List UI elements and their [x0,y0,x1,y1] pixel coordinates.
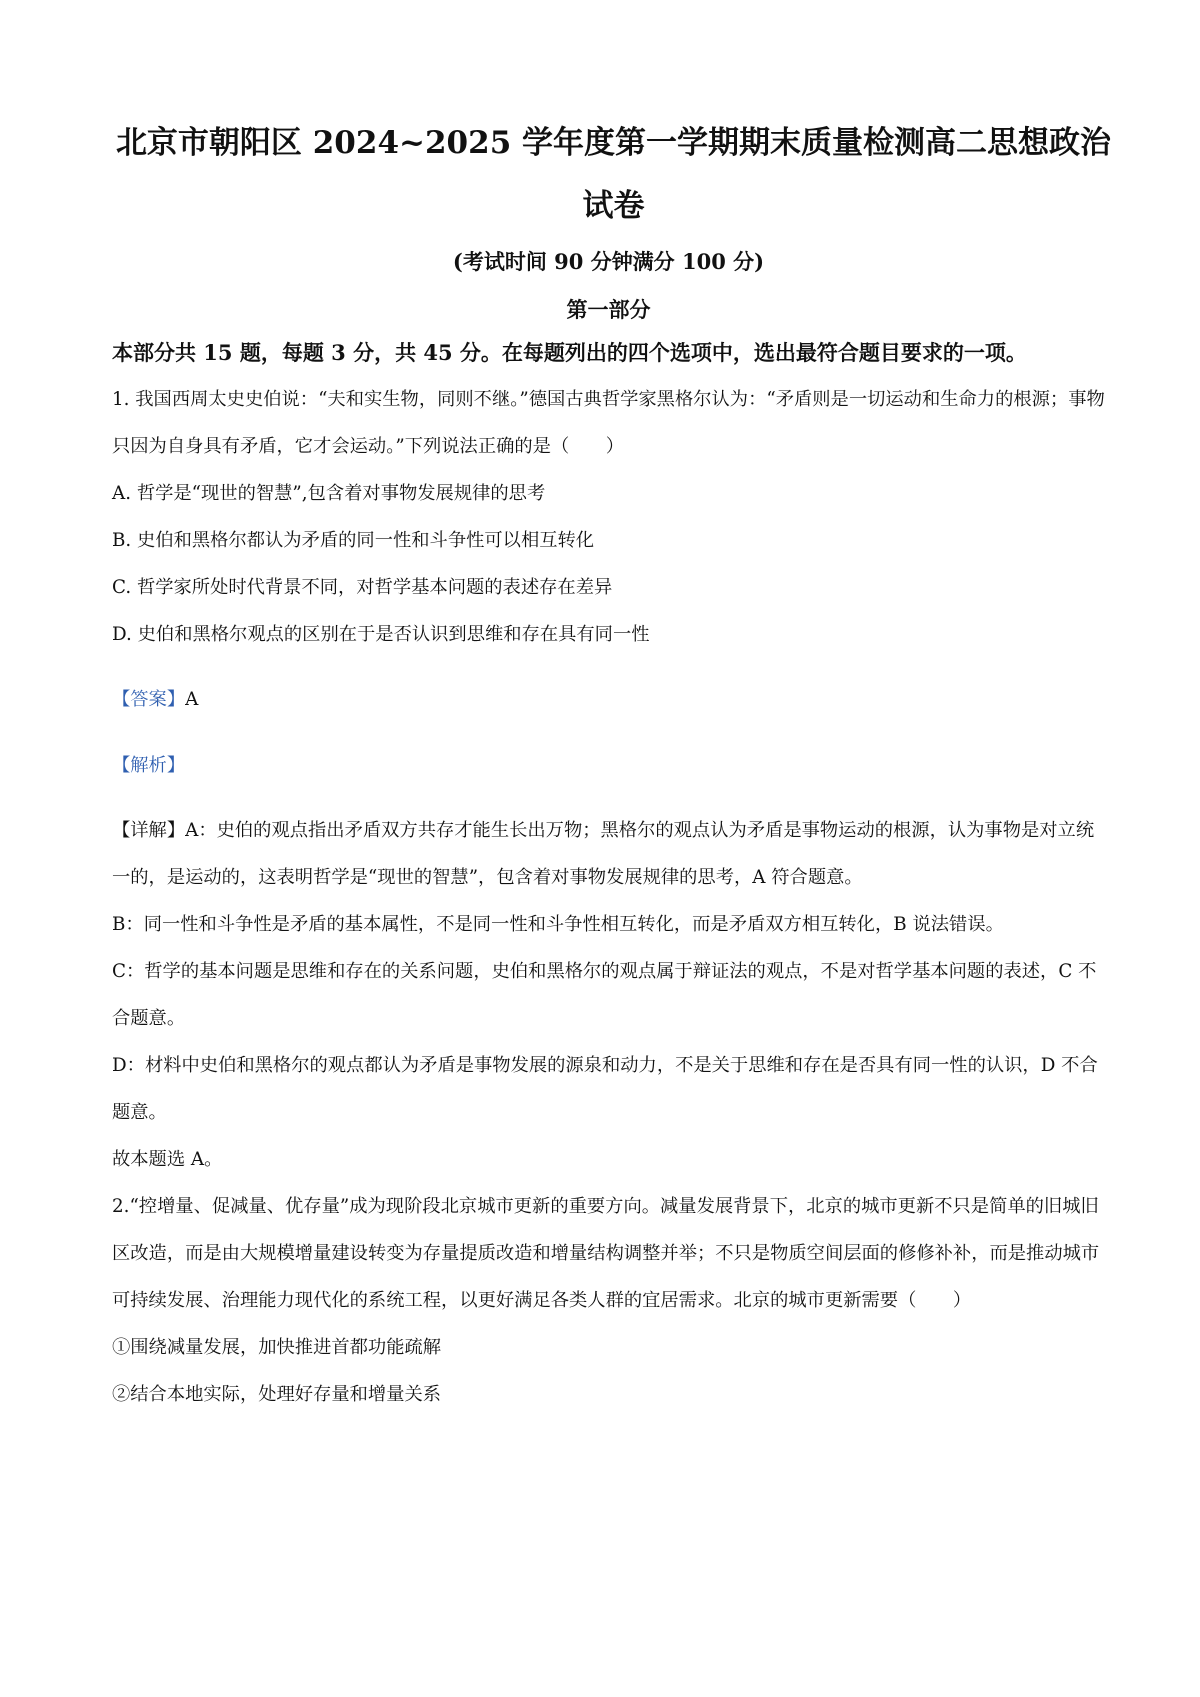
section-title: 第一部分 [566,297,651,322]
analysis-d: D：材料中史伯和黑格尔的观点都认为矛盾是事物发展的源泉和动力，不是关于思维和存在是否具有同一性的认识，D 不合题意。 [112,1054,1098,1123]
question-stem: 2.“控增量、促减量、优存量”成为现阶段北京城市更新的重要方向。减量发展背景下，北京的城市更新不只是简单的旧城旧区改造，而是由大规模增量建设转变为存量提质改造和增量结构调整并举；不只是物质空间层面的修修补补，而是推动城市可持续发展、治理能力现代化的系统工程，以更好满足各类人群的宜居需求。北京的城市更新需要（ ） [112,1195,1100,1311]
answer-value: A [185,689,199,711]
exam-subtitle: (考试时间 90 分钟满分 100 分) [452,249,765,274]
question-2 [112,1183,1105,1418]
option-2: ②结合本地实际，处理好存量和增量关系 [112,1383,442,1405]
option-d: D. 史伯和黑格尔观点的区别在于是否认识到思维和存在具有同一性 [112,624,650,645]
analysis-c: C：哲学的基本问题是思维和存在的关系问题，史伯和黑格尔的观点属于辩证法的观点，不是对哲学基本问题的表述，C 不合题意。 [112,960,1097,1029]
option-a: A. 哲学是“现世的智慧”,包含着对事物发展规律的思考 [112,483,546,504]
question-1 [112,376,1105,1183]
detail-tag: 【详解】 [112,819,186,841]
analysis-a [112,807,1105,901]
title-line-1: 北京市朝阳区 2024~2025 学年度第一学期期末质量检测高二思想政治 [115,125,1112,161]
option-b: B. 史伯和黑格尔都认为矛盾的同一性和斗争性可以相互转化 [112,530,595,551]
conclusion: 故本题选 A。 [112,1148,223,1170]
section-instructions: 本部分共 15 题，每题 3 分，共 45 分。在每题列出的四个选项中，选出最符合题目要求的一项。 [112,340,1027,365]
analysis-b: B：同一性和斗争性是矛盾的基本属性，不是同一性和斗争性相互转化，而是矛盾双方相互转化，B 说法错误。 [112,913,1004,935]
option-1: ①围绕减量发展，加快推进首都功能疏解 [112,1336,442,1358]
analysis-tag: 【解析】 [112,754,186,776]
analysis-text-a: A：史伯的观点指出矛盾双方共存才能生长出万物；黑格尔的观点认为矛盾是事物运动的根源，认为事物是对立统一的，是运动的，这表明哲学是“现世的智慧”，包含着对事物发展规律的思考，A 符合题意。 [112,819,1095,888]
answer-tag: 【答案】 [112,689,186,711]
option-c: C. 哲学家所处时代背景不同，对哲学基本问题的表述存在差异 [112,577,613,598]
page-title [104,112,1123,238]
title-line-2: 试卷 [582,188,645,224]
question-stem: 1. 我国西周太史史伯说：“夫和实生物，同则不继。”德国古典哲学家黑格尔认为：“矛盾则是一切运动和生命力的根源；事物只因为自身具有矛盾，它才会运动。”下列说法正确的是（ ） [112,389,1105,457]
answer-line [112,676,1105,723]
